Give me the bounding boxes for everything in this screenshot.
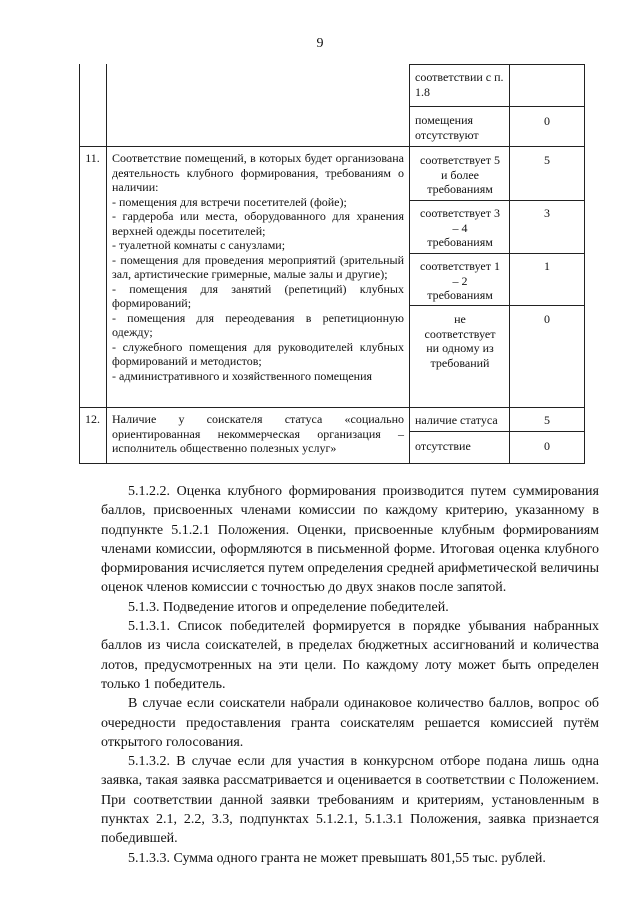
score-cell: 1 (544, 259, 550, 273)
paragraph: 5.1.3.2. В случае если для участия в конкурсном отборе подана лишь одна заявка, такая заявка рассматривается и оценивается в соответствии с Положением. При соответствии данной заявки требованиям и критериям, установленным в пунктах 2.1, 2.2, 3.3, подпунктах 5.1.2.1, 5.1.3.1 Положения, заявка признается победившей. (101, 754, 599, 847)
criterion-line: - гардероба или места, оборудованного для хранения верхней одежды посетителей; (112, 209, 404, 238)
score-cell: 5 (544, 153, 550, 167)
paragraph: 5.1.3.3. Сумма одного гранта не может превышать 801,55 тыс. рублей. (128, 850, 546, 866)
criterion-line: - помещения для проведения мероприятий (зрительный зал, артистические гримерные, малые залы и другие); (112, 252, 404, 281)
body-text (101, 482, 599, 868)
criterion-line: - служебного помещения для руководителей клубных формирований и методистов; (112, 339, 404, 368)
paragraph: 5.1.3.1. Список победителей формируется в порядке убывания набранных баллов из числа соискателей, в пределах бюджетных ассигнований и количества лотов, предусмотренных на эти цели. По каждому лоту может быть определен только 1 победитель. (101, 619, 599, 692)
criterion-text (112, 151, 404, 383)
requirement-cell: соответствии с п. 1.8 (415, 70, 504, 99)
requirement-cell: не соответствует ни одному из требований (424, 312, 496, 370)
score-cell: 0 (544, 439, 550, 453)
score-cell: 3 (544, 206, 550, 220)
requirement-cell: соответствует 1 – 2 требованиям (420, 259, 500, 302)
criterion-line: - административного и хозяйственного помещения (112, 368, 373, 383)
requirement-cell: помещения отсутствуют (415, 113, 479, 142)
requirement-cell: соответствует 3 – 4 требованиям (420, 206, 500, 249)
page-number: 9 (316, 36, 324, 51)
row-number: 12. (85, 412, 100, 426)
criterion-line: Соответствие помещений, в которых будет организована деятельность клубного формирования, требованиям о наличии: (112, 151, 404, 194)
criterion-line: - помещения для занятий (репетиций) клубных формирований; (112, 281, 404, 310)
paragraph: 5.1.2.2. Оценка клубного формирования производится путем суммирования баллов, присвоенных членами комиссии по каждому критерию, указанному в подпункте 5.1.2.1 Положения. Оценки, присвоенные клубным формированиям членами комиссии, оформляются в письменной форме. Итоговая оценка клубного формирования исчисляется путем определения средней арифметической величины оценок членов комиссии с точностью до двух знаков после запятой. (101, 484, 599, 596)
requirement-cell: наличие статуса (415, 413, 498, 427)
score-cell: 0 (544, 114, 550, 128)
criterion-line: - туалетной комнаты с санузлами; (112, 238, 286, 252)
paragraph: В случае если соискатели набрали одинаковое количество баллов, вопрос об очередности предоставления гранта соискателям решается комиссией путём открытого голосования. (101, 696, 599, 750)
paragraph: 5.1.3. Подведение итогов и определение победителей. (128, 599, 449, 615)
requirement-cell: отсутствие (415, 439, 471, 453)
criterion-text: Наличие у соискателя статуса «социально ориентированная некоммерческая организация – исполнитель общественно полезных услуг» (112, 412, 404, 455)
criteria-table (79, 64, 585, 464)
row-number: 11. (85, 151, 100, 165)
criterion-line: - помещения для встречи посетителей (фойе); (112, 194, 347, 209)
score-cell: 0 (544, 312, 550, 326)
score-cell: 5 (544, 413, 550, 427)
requirement-cell: соответствует 5 и более требованиям (420, 153, 500, 196)
criterion-line: - помещения для переодевания в репетиционную одежду; (112, 310, 404, 339)
